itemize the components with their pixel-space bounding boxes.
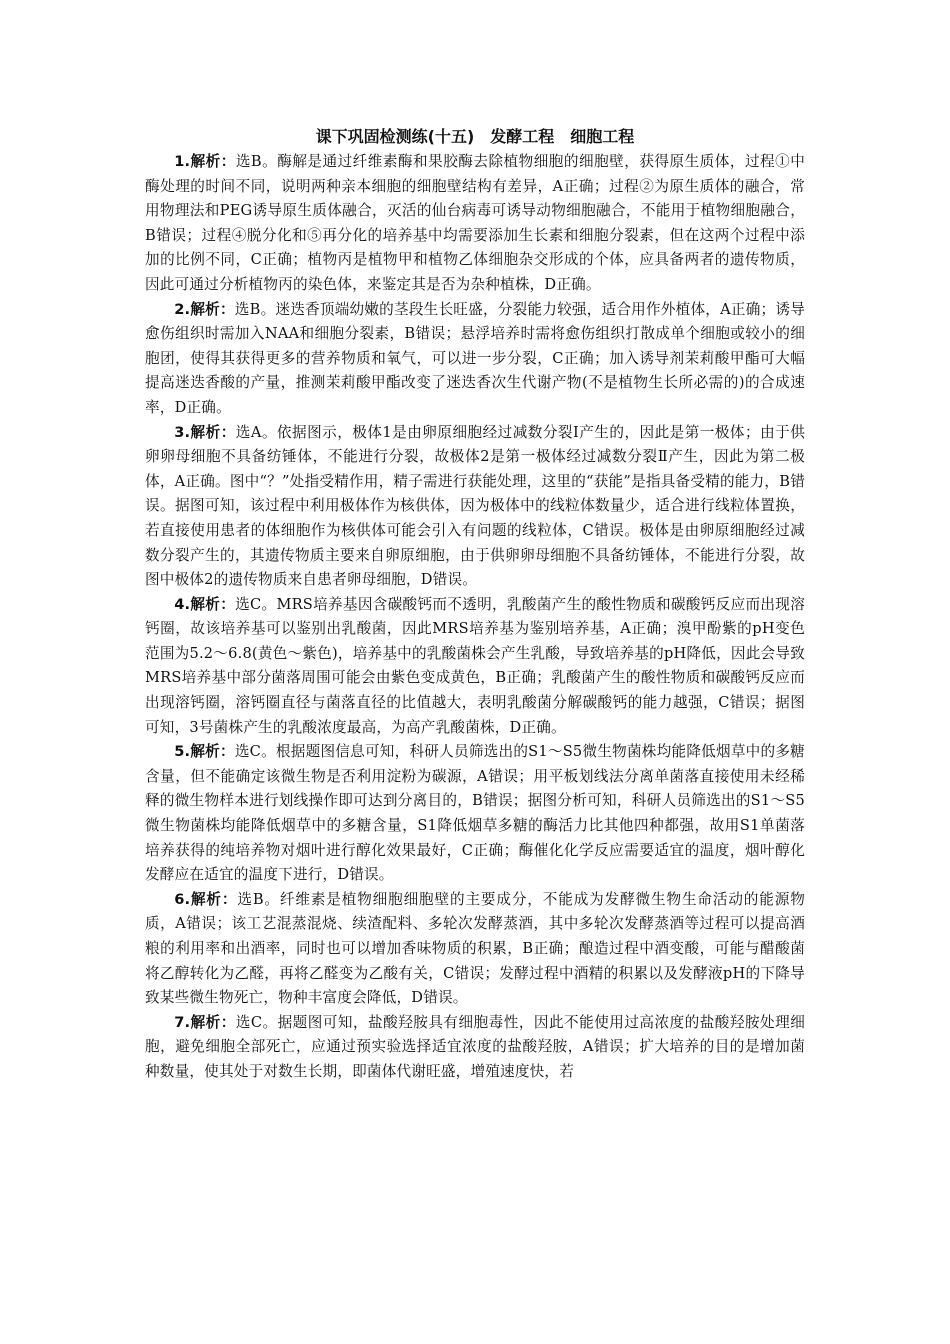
answer-6 — [145, 888, 805, 1011]
document-body — [145, 126, 805, 1085]
answer-3-text: 选A。依据图示，极体1是由卵原细胞经过减数分裂Ⅰ产生的，因此是第一极体；由于供卵卵母细胞不具备纺锤体，不能进行分裂，故极体2是第一极体经过减数分裂Ⅱ产生，因此为第二极体，A正确。图中“？”处指受精作用，精子需进行获能处理，这里的“获能”是指具备受精的能力，B错误。据图可知，该过程中利用极体作为核供体，因为极体中的线粒体数量少，适合进行线粒体置换，若直接使用患者的体细胞作为核供体可能会引入有问题的线粒体，C错误。极体是由卵原细胞经过减数分裂产生的，其遗传物质主要来自卵原细胞，由于供卵卵母细胞不具备纺锤体，不能进行分裂，故图中极体2的遗传物质来自患者卵母细胞，D错误。 — [145, 423, 805, 589]
page-title: 课下巩固检测练(十五) 发酵工程 细胞工程 — [315, 127, 635, 146]
answer-6-label: 6.解析： — [174, 890, 238, 908]
answer-2-label: 2.解析： — [174, 300, 235, 318]
answer-5-text: 选C。根据题图信息可知，科研人员筛选出的S1～S5微生物菌株均能降低烟草中的多糖含量，但不能确定该微生物是否利用淀粉为碳源，A错误；用平板划线法分离单菌落直接使用未经稀释的微生物样本进行划线操作即可达到分离目的，B错误；据图分析可知，科研人员筛选出的S1～S5微生物菌株均能降低烟草中的多糖含量，S1降低烟草多糖的酶活力比其他四种都强，故用S1单菌落培养获得的纯培养物对烟叶进行醇化效果最好，C正确；酶催化化学反应需要适宜的温度，烟叶醇化发酵应在适宜的温度下进行，D错误。 — [145, 743, 805, 884]
answer-5 — [145, 740, 805, 888]
answer-4-text: 选C。MRS培养基因含碳酸钙而不透明，乳酸菌产生的酸性物质和碳酸钙反应而出现溶钙圈，故该培养基可以鉴别出乳酸菌，因此MRS培养基为鉴别培养基，A正确；溴甲酚紫的pH变色范围为5.2～6.8(黄色～紫色)，培养基中的乳酸菌株会产生乳酸，导致培养基的pH降低，因此会导致MRS培养基中部分菌落周围可能会由紫色变成黄色，B正确；乳酸菌产生的酸性物质和碳酸钙反应而出现溶钙圈，溶钙圈直径与菌落直径的比值越大，表明乳酸菌分解碳酸钙的能力越强，C错误；据图可知，3号菌株产生的乳酸浓度最高，为高产乳酸菌株，D正确。 — [145, 595, 805, 736]
answer-5-label: 5.解析： — [174, 743, 235, 761]
answer-7-label: 7.解析： — [174, 1013, 236, 1031]
answer-2-text: 选B。迷迭香顶端幼嫩的茎段生长旺盛，分裂能力较强，适合用作外植体，A正确；诱导愈伤组织时需加入NAA和细胞分裂素，B错误；悬浮培养时需将愈伤组织打散成单个细胞或较小的细胞团，使得其获得更多的营养物质和氧气，可以进一步分裂，C正确；加入诱导剂茉莉酸甲酯可大幅提高迷迭香酸的产量，推测茉莉酸甲酯改变了迷迭香次生代谢产物(不是植物生长所必需的)的合成速率，D正确。 — [145, 300, 805, 416]
answer-1 — [145, 150, 805, 298]
answer-3-label: 3.解析： — [174, 423, 236, 441]
answer-7 — [145, 1011, 805, 1085]
answer-1-label: 1.解析： — [174, 153, 236, 170]
answer-7-text: 选C。据题图可知，盐酸羟胺具有细胞毒性，因此不能使用过高浓度的盐酸羟胺处理细胞，避免细胞全部死亡，应通过预实验选择适宜浓度的盐酸羟胺，A错误；扩大培养的目的是增加菌种数量，使其处于对数生长期，即菌体代谢旺盛，增殖速度快，若 — [145, 1013, 805, 1080]
answer-1-text: 选B。酶解是通过纤维素酶和果胶酶去除植物细胞的细胞壁，获得原生质体，过程①中酶处理的时间不同，说明两种亲本细胞的细胞壁结构有差异，A正确；过程②为原生质体的融合，常用物理法和PEG诱导原生质体融合，灭活的仙台病毒可诱导动物细胞融合，不能用于植物细胞融合，B错误；过程④脱分化和⑤再分化的培养基中均需要添加生长素和细胞分裂素，但在这两个过程中添加的比例不同，C正确；植物丙是植物甲和植物乙体细胞杂交形成的个体，应具备两者的遗传物质，因此可通过分析植物丙的染色体，来鉴定其是否为杂种植株，D正确。 — [145, 153, 805, 293]
answer-4 — [145, 593, 805, 741]
answer-2 — [145, 298, 805, 421]
answer-4-label: 4.解析： — [174, 595, 236, 613]
answer-6-text: 选B。纤维素是植物细胞细胞壁的主要成分，不能成为发酵微生物生命活动的能源物质，A错误；该工艺混蒸混烧、续渣配料、多轮次发酵蒸酒，其中多轮次发酵蒸酒等过程可以提高酒粮的利用率和出酒率，同时也可以增加香味物质的积累，B正确；酿造过程中酒变酸，可能与醋酸菌将乙醇转化为乙醛，再将乙醛变为乙酸有关，C错误；发酵过程中酒精的积累以及发酵液pH的下降导致某些微生物死亡，物种丰富度会降低，D错误。 — [145, 890, 805, 1007]
answer-3 — [145, 421, 805, 593]
